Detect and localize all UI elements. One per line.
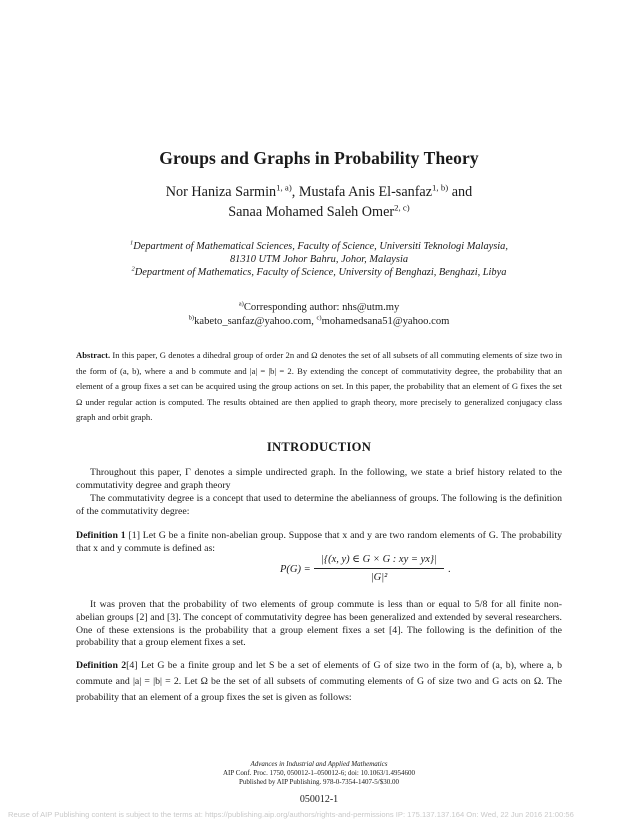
affiliation-1-line-1: [0, 240, 638, 253]
footer-journal: [0, 760, 638, 769]
section-heading-introduction: INTRODUCTION: [266, 440, 372, 454]
author-3: Sanaa Mohamed Saleh Omer: [228, 204, 395, 220]
author-emails: [0, 316, 638, 327]
corresponding-email: Corresponding author: nhs@utm.my: [243, 302, 400, 313]
footer-publisher: Published by AIP Publishing. 978-0-7354-1407-5/$30.00: [239, 778, 399, 786]
abstract: [76, 348, 562, 426]
definition-1-text: [1] Let G be a finite non-abelian group. Suppose that x and y are two random elements of G. The probability that x and y commute is defined as:: [76, 530, 562, 554]
author-2: , Mustafa Anis El-sanfaz: [291, 184, 433, 200]
author-2-affiliation-mark: 1, b): [432, 182, 449, 193]
author-1: Nor Haniza Sarmin: [165, 184, 277, 200]
definition-2: [76, 658, 562, 706]
affiliation-2: [0, 266, 638, 279]
email-b: kabeto_sanfaz@yahoo.com,: [194, 316, 317, 327]
corresponding-mark: a): [238, 300, 244, 308]
authors-conjunction: and: [448, 184, 473, 200]
definition-2-text: [4] Let G be a finite group and let S be a set of elements of G of size two in the form of (a, b), where a, b commute and |a| = |b| = 2. Let Ω be the set of all subsets of commuting elements of G of size two and G acts on Ω. The probability that an element of a group fixes the set is given as follows:: [76, 660, 562, 703]
author-3-affiliation-mark: 2, c): [394, 202, 410, 213]
affiliation-1-line-2: 81310 UTM Johor Bahru, Johor, Malaysia: [229, 254, 409, 265]
page-number: 050012-1: [299, 794, 339, 805]
affiliation-1-text: Department of Mathematical Sciences, Faculty of Science, Universiti Teknologi Malaysia,: [133, 241, 508, 252]
affiliation-2-mark: 2: [131, 265, 135, 273]
definition-2-label: Definition 2: [76, 660, 127, 671]
footer-conference: AIP Conf. Proc. 1750, 050012-1–050012-6; doi: 10.1063/1.4954600: [222, 769, 416, 777]
abstract-label: Abstract.: [76, 350, 111, 360]
paper-title: Groups and Graphs in Probability Theory: [159, 148, 479, 168]
reuse-watermark: Reuse of AIP Publishing content is subject to the terms at: https://publishing.aip.org/authors/rights-and-permissions IP: 175.137.137.164 On: Wed, 22 Jun 2016 21:00:56: [8, 810, 574, 819]
abstract-text: In this paper, G denotes a dihedral group of order 2n and Ω denotes the set of all subsets of all commuting elements of size two in the form of (a, b), where a and b commute and |a| = |b| = 2. By extending the concept of commutativity degree, the probability that an element of a group fixes a set can be acquired using the group actions on set. In this paper, the probability that an element of G fixes the set Ω under regular action is computed. The results obtained are then applied to graph theory, more precisely to generalized conjugacy class graph and orbit graph.: [76, 350, 562, 422]
formula-fraction: [314, 553, 444, 583]
intro-paragraph-2: The commutativity degree is a concept that used to determine the abelianness of groups. The following is the definition of the commutativity degree:: [76, 493, 562, 517]
author-1-affiliation-mark: 1, a): [276, 182, 292, 193]
intro-paragraph-3: It was proven that the probability of two elements of group commute is less than or equal to 5/8 for all finite non-abelian groups [2] and [3]. The concept of commutativity degree has been generalized and extended by several researchers. One of these extensions is the probability that a group element fixes a set [4]. The following is the definition of the probability that a group element fixes a set.: [76, 599, 562, 649]
intro-paragraph-1: Throughout this paper, Γ denotes a simple undirected graph. In the following, we state a brief history related to the commutativity degree and graph theory: [76, 467, 562, 491]
email-b-mark: b): [188, 314, 195, 322]
corresponding-author: [0, 302, 638, 313]
definition-1: [76, 530, 562, 556]
affiliation-2-text: Department of Mathematics, Faculty of Science, University of Benghazi, Benghazi, Libya: [134, 267, 507, 278]
formula-lhs: P(G) =: [280, 564, 311, 575]
formula-period: .: [448, 564, 451, 575]
authors-line-2: [0, 204, 638, 221]
authors-line-1: [0, 184, 638, 201]
email-c-mark: c): [316, 314, 322, 322]
commutativity-degree-formula: [280, 553, 470, 595]
formula-denominator: |G|²: [370, 572, 388, 583]
email-c: mohamedsana51@yahoo.com: [321, 316, 450, 327]
formula-numerator: |{(x, y) ∈ G × G : xy = yx}|: [314, 553, 444, 569]
affiliation-1-mark: 1: [130, 239, 134, 247]
footer-journal-title: Advances in Industrial and Applied Mathematics: [250, 760, 388, 768]
definition-1-label: Definition 1: [76, 530, 126, 541]
